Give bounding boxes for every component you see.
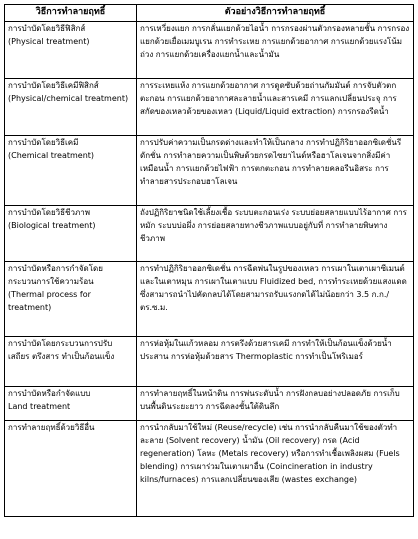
example-cell: การทำปฏิกิริยาออกซิเดชั่น การฉีดพ่นในรูปของเหลว การเผาในเตาเผาซีเมนต์ และในเตาหมุน การเผาในเตาแบบ Fluidized bed, การทำระเหยด้วยแสงแดด ซึ่งสามารถนำไปคัดกลบได้โดยสามารถรับแรงกดได้ไม่น้อยกว่า 3.5 ก.ก./ตร.ซ.ม. <box>137 262 414 337</box>
table-row <box>5 136 414 206</box>
method-name-th: การบำบัดโดยวิธีเคมี <box>8 138 79 147</box>
table-row <box>5 206 414 262</box>
method-cell <box>5 79 137 136</box>
method-cell <box>5 262 137 337</box>
method-name-th: การบำบัดหรือการกำจัดโดยกระบวนการใช้ความร้อน <box>8 264 103 286</box>
method-name-th: การบำบัดโดยกระบวนการปรับเสถียร ตรึงสาร ทำเป็นก้อนแข็ง <box>8 339 115 361</box>
table-row <box>5 22 414 79</box>
method-cell <box>5 206 137 262</box>
method-cell <box>5 421 137 517</box>
table-row <box>5 337 414 387</box>
header-example: ตัวอย่างวิธีการทำลายฤทธิ์ <box>137 5 414 22</box>
table-header-row <box>5 5 414 22</box>
treatment-methods-table <box>4 4 414 517</box>
method-cell <box>5 136 137 206</box>
table-row <box>5 79 414 136</box>
method-name-en: (Physical treatment) <box>8 37 90 46</box>
method-name-th: การบำบัดโดยวิธีเคมีฟิสิกส์ <box>8 81 99 90</box>
example-cell: การเหวี่ยงแยก การกลั่นแยกด้วยไอน้ำ การกรองผ่านตัวกรองหลายชั้น การกรองแยกด้วยเยื่อเมมบูเรน การทำระเหย การแยกด้วยอากาศ การแยกด้วยแรงโน้มถ่วง การแยกด้วยเครื่องแยกน้ำและน้ำมัน <box>137 22 414 79</box>
method-name-en: (Chemical treatment) <box>8 151 95 160</box>
method-name-th: การบำบัดโดยวิธีชีวภาพ <box>8 208 90 217</box>
method-name-en: (Thermal process for treatment) <box>8 290 91 312</box>
table-row <box>5 387 414 421</box>
example-cell: การระเหยแห้ง การแยกด้วยอากาศ การดูดซับด้วยถ่านกัมมันต์ การจับตัวตกตะกอน การแยกด้วยอากาศละลายน้ำและสารเคมี การแลกเปลี่ยนประจุ การสกัดของเหลวด้วยของเหลว (Liquid/Liquid extraction) การกรองรีดน้ำ <box>137 79 414 136</box>
method-name-th: การทำลายฤทธิ์ด้วยวิธีอื่น <box>8 423 95 432</box>
example-cell: การห่อหุ้มในแก้วหลอม การตรึงด้วยสารเคมี การทำให้เป็นก้อนแข็งด้วยน้ำประสาน การห่อหุ้มด้วยสาร Thermoplastic การทำเป็นโพริเมอร์ <box>137 337 414 387</box>
method-cell <box>5 337 137 387</box>
example-cell: ถังปฏิกิริยาชนิดใช้เลี้ยงเชื้อ ระบบตะกอนเร่ง ระบบย่อยสลายแบบไร้อากาศ การหมัก ระบบบ่อผึ่ง การย่อยสลายทางชีวภาพแบบอยู่กับที่ การทำลายพิษทางชีวภาพ <box>137 206 414 262</box>
example-cell: การนำกลับมาใช้ใหม่ (Reuse/recycle) เช่น การนำกลับคืนมาใช้ของตัวทำละลาย (Solvent recovery) น้ำมัน (Oil recovery) กรด (Acid regeneration) โลหะ (Metals recovery) หรือการทำเชื้อเพลิงผสม (Fuels blending) การเผาร่วมในเตาเผาอื่น (Coincineration in industry kilns/furnaces) การแลกเปลี่ยนของเสีย (wastes exchange) <box>137 421 414 517</box>
method-name-en: Land treatment <box>8 402 71 411</box>
method-name-en: (Biological treatment) <box>8 221 96 230</box>
example-cell: การปรับค่าความเป็นกรดด่างและทำให้เป็นกลาง การทำปฏิกิริยาออกซิเดชั่นรีดักชั่น การทำลายความเป็นพิษด้วยกรดไซยาไนด์หรือฮาโลเจนจากสิ่งมีค่าเหมือนน้ำ การแยกด้วยไฟฟ้า การตกตะกอน การทำลายคลอรีนอิสระ การทำลายสารประกอบฮาโลเจน <box>137 136 414 206</box>
method-cell <box>5 387 137 421</box>
method-name-th: การบำบัดโดยวิธีฟิสิกส์ <box>8 24 86 33</box>
example-cell: การทำลายฤทธิ์ในหน้าดิน การพ่นระดับน้ำ การฝังกลบอย่างปลอดภัย การเก็บบนพื้นดินระยะยาว การฉีดลงชั้นใต้ดินลึก <box>137 387 414 421</box>
table-row <box>5 262 414 337</box>
method-cell <box>5 22 137 79</box>
table-row <box>5 421 414 517</box>
header-method: วิธีการทำลายฤทธิ์ <box>5 5 137 22</box>
method-name-th: การบำบัดหรือกำจัดแบบ <box>8 389 91 398</box>
method-name-en: (Physical/chemical treatment) <box>8 94 129 103</box>
